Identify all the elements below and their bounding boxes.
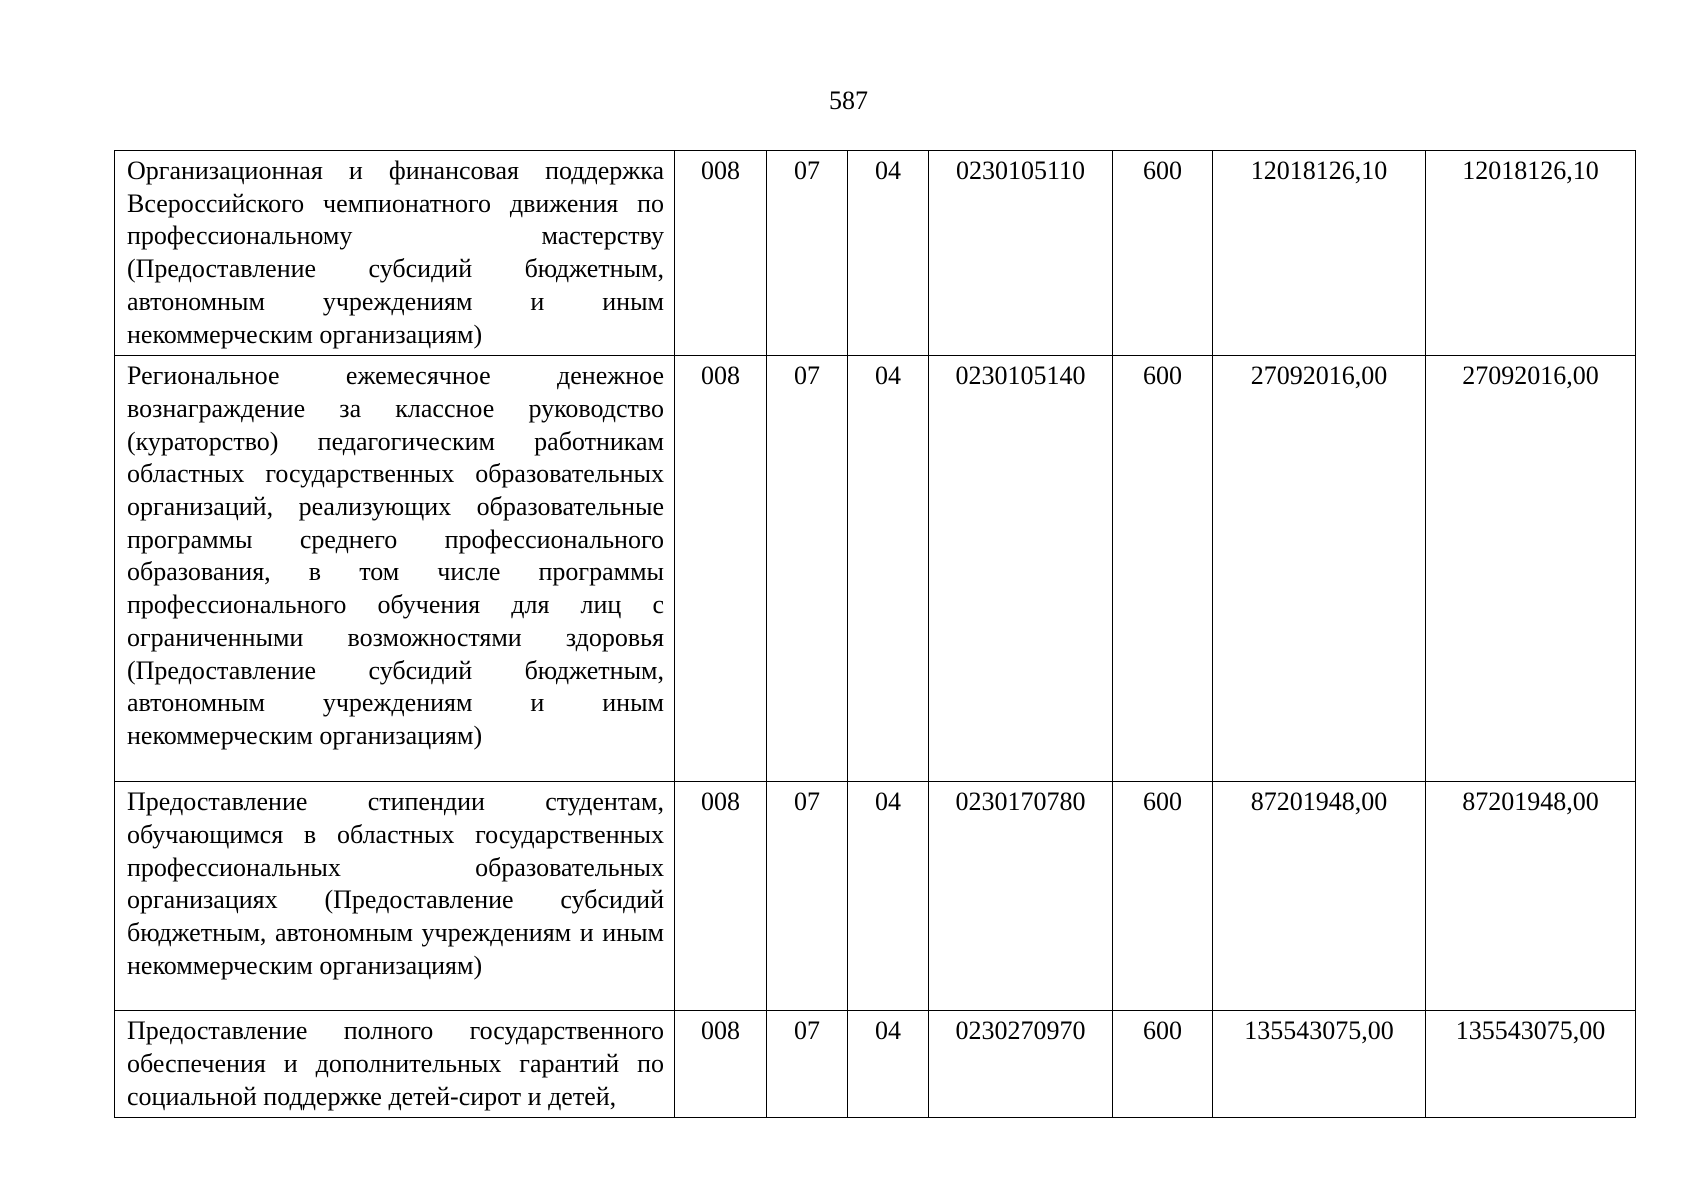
target-article-code: 0230270970 <box>929 1011 1113 1118</box>
row-description: Организационная и финансовая поддержка Всероссийского чемпионатного движения по профессиональному мастерству (Предоставление субсидий бюджетным, автономным учреждениям и иным некоммерческим организациям) <box>115 151 675 356</box>
table-row <box>115 782 1636 1011</box>
amount-year-2: 87201948,00 <box>1426 782 1636 1011</box>
subsection-code: 04 <box>848 356 929 782</box>
grbs-code: 008 <box>675 151 767 356</box>
section-code: 07 <box>767 151 848 356</box>
grbs-code: 008 <box>675 1011 767 1118</box>
section-code: 07 <box>767 782 848 1011</box>
table-row <box>115 151 1636 356</box>
amount-year-1: 87201948,00 <box>1213 782 1426 1011</box>
section-code: 07 <box>767 356 848 782</box>
target-article-code: 0230105110 <box>929 151 1113 356</box>
amount-year-1: 135543075,00 <box>1213 1011 1426 1118</box>
amount-year-1: 27092016,00 <box>1213 356 1426 782</box>
expense-type-code: 600 <box>1113 782 1213 1011</box>
budget-table <box>114 150 1636 1118</box>
expense-type-code: 600 <box>1113 356 1213 782</box>
row-description: Предоставление стипендии студентам, обучающимся в областных государственных профессиональных образовательных организациях (Предоставление субсидий бюджетным, автономным учреждениям и иным некоммерческим организациям) <box>115 782 675 1011</box>
target-article-code: 0230170780 <box>929 782 1113 1011</box>
section-code: 07 <box>767 1011 848 1118</box>
grbs-code: 008 <box>675 356 767 782</box>
subsection-code: 04 <box>848 1011 929 1118</box>
grbs-code: 008 <box>675 782 767 1011</box>
amount-year-2: 27092016,00 <box>1426 356 1636 782</box>
amount-year-2: 12018126,10 <box>1426 151 1636 356</box>
expense-type-code: 600 <box>1113 1011 1213 1118</box>
expense-type-code: 600 <box>1113 151 1213 356</box>
row-description: Предоставление полного государственного обеспечения и дополнительных гарантий по социальной поддержке детей-сирот и детей, <box>115 1011 675 1118</box>
page-number: 587 <box>829 86 868 115</box>
amount-year-2: 135543075,00 <box>1426 1011 1636 1118</box>
subsection-code: 04 <box>848 151 929 356</box>
row-description: Региональное ежемесячное денежное вознаграждение за классное руководство (кураторство) педагогическим работникам областных государственных образовательных организаций, реализующих образовательные программы среднего профессионального образования, в том числе программы профессионального обучения для лиц с ограниченными возможностями здоровья (Предоставление субсидий бюджетным, автономным учреждениям и иным некоммерческим организациям) <box>115 356 675 782</box>
table-row <box>115 1011 1636 1118</box>
amount-year-1: 12018126,10 <box>1213 151 1426 356</box>
subsection-code: 04 <box>848 782 929 1011</box>
target-article-code: 0230105140 <box>929 356 1113 782</box>
table-row <box>115 356 1636 782</box>
